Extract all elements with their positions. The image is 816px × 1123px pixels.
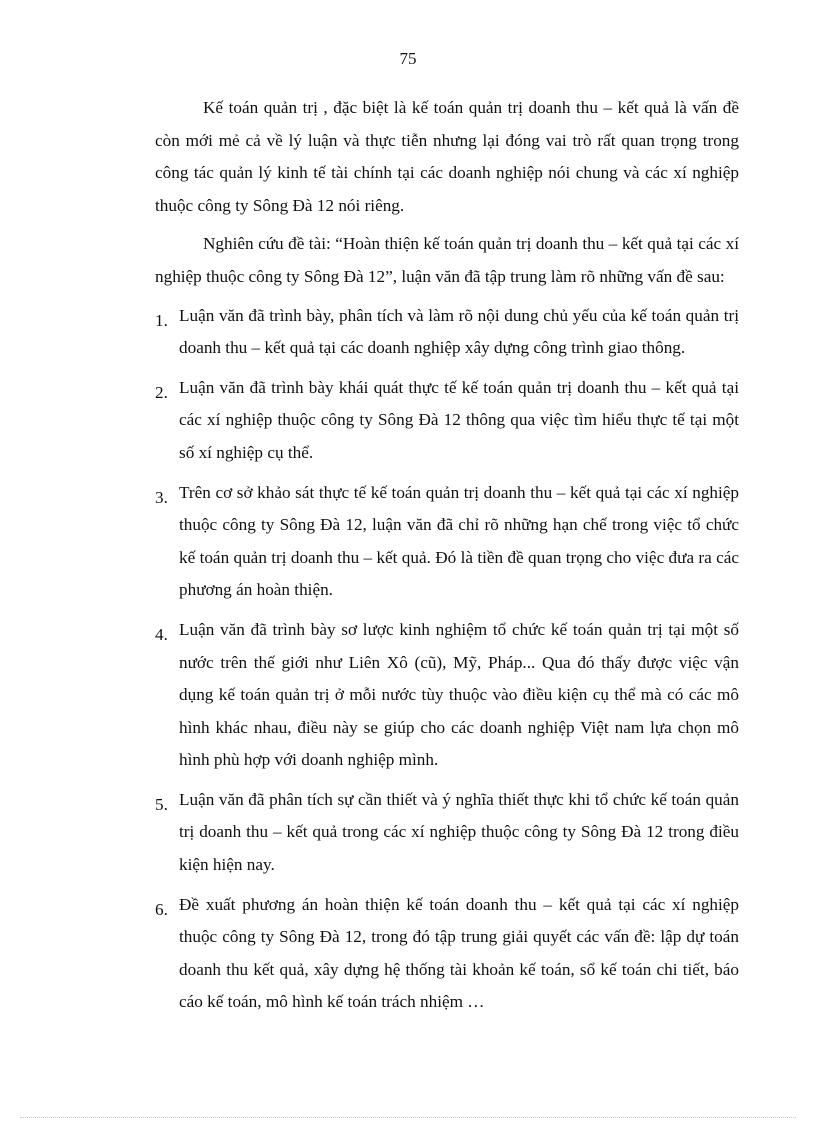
list-item [155, 614, 739, 777]
list-item-number: 5. [155, 794, 168, 814]
list-item-number: 3. [155, 487, 168, 507]
findings-list [155, 300, 739, 1019]
page-number: 75 [399, 49, 417, 68]
list-item-number: 4. [155, 624, 168, 644]
list-item-text: Trên cơ sở khảo sát thực tế kế toán quản trị doanh thu – kết quả tại các xí nghiệp thuộc công ty Sông Đà 12, luận văn đã chỉ rõ những hạn chế trong việc tổ chức kế toán quản trị doanh thu – kết quả. Đó là tiền đề quan trọng cho việc đưa ra các phương án hoàn thiện. [179, 482, 739, 600]
list-item-text: Luận văn đã trình bày khái quát thực tế kế toán quản trị doanh thu – kết quả tại các xí nghiệp thuộc công ty Sông Đà 12 thông qua việc tìm hiểu thực tế tại một số xí nghiệp cụ thể. [179, 377, 739, 462]
list-item [155, 889, 739, 1019]
list-item-number: 2. [155, 382, 168, 402]
list-item [155, 300, 739, 365]
list-item-text: Đề xuất phương án hoàn thiện kế toán doanh thu – kết quả tại các xí nghiệp thuộc công ty Sông Đà 12, trong đó tập trung giải quyết các vấn đề: lập dự toán doanh thu kết quả, xây dựng hệ thống tài khoản kế toán, sổ kế toán chi tiết, báo cáo kế toán, mô hình kế toán trách nhiệm … [179, 894, 739, 1012]
list-item [155, 784, 739, 882]
research-paragraph: Nghiên cứu đề tài: “Hoàn thiện kế toán quản trị doanh thu – kết quả tại các xí nghiệp thuộc công ty Sông Đà 12”, luận văn đã tập trung làm rõ những vấn đề sau: [155, 234, 739, 286]
list-item-text: Luận văn đã trình bày sơ lược kinh nghiệm tổ chức kế toán quản trị tại một số nước trên thế giới như Liên Xô (cũ), Mỹ, Pháp... Qua đó thấy được việc vận dụng kế toán quản trị ở mỗi nước tùy thuộc vào điều kiện cụ thể mà có các mô hình khác nhau, điều này se giúp cho các doanh nghiệp Việt nam lựa chọn mô hình phù hợp với doanh nghiệp mình. [179, 619, 739, 770]
document-body [155, 92, 739, 1026]
list-item-number: 1. [155, 310, 168, 330]
list-item [155, 372, 739, 470]
list-item-text: Luận văn đã phân tích sự cần thiết và ý nghĩa thiết thực khi tổ chức kế toán quản trị doanh thu – kết quả trong các xí nghiệp thuộc công ty Sông Đà 12 trong điều kiện hiện nay. [179, 789, 739, 875]
page-bottom-divider [20, 1117, 796, 1118]
intro-paragraph: Kế toán quản trị , đặc biệt là kế toán quản trị doanh thu – kết quả là vấn đề còn mới mẻ cả về lý luận và thực tiễn nhưng lại đóng vai trò rất quan trọng trong công tác quản lý kinh tế tài chính tại các doanh nghiệp nói chung và các xí nghiệp thuộc công ty Sông Đà 12 nói riêng. [155, 98, 739, 215]
list-item-number: 6. [155, 899, 168, 919]
list-item [155, 477, 739, 607]
list-item-text: Luận văn đã trình bày, phân tích và làm rõ nội dung chủ yếu của kế toán quản trị doanh thu – kết quả tại các doanh nghiệp xây dựng công trình giao thông. [179, 305, 739, 358]
